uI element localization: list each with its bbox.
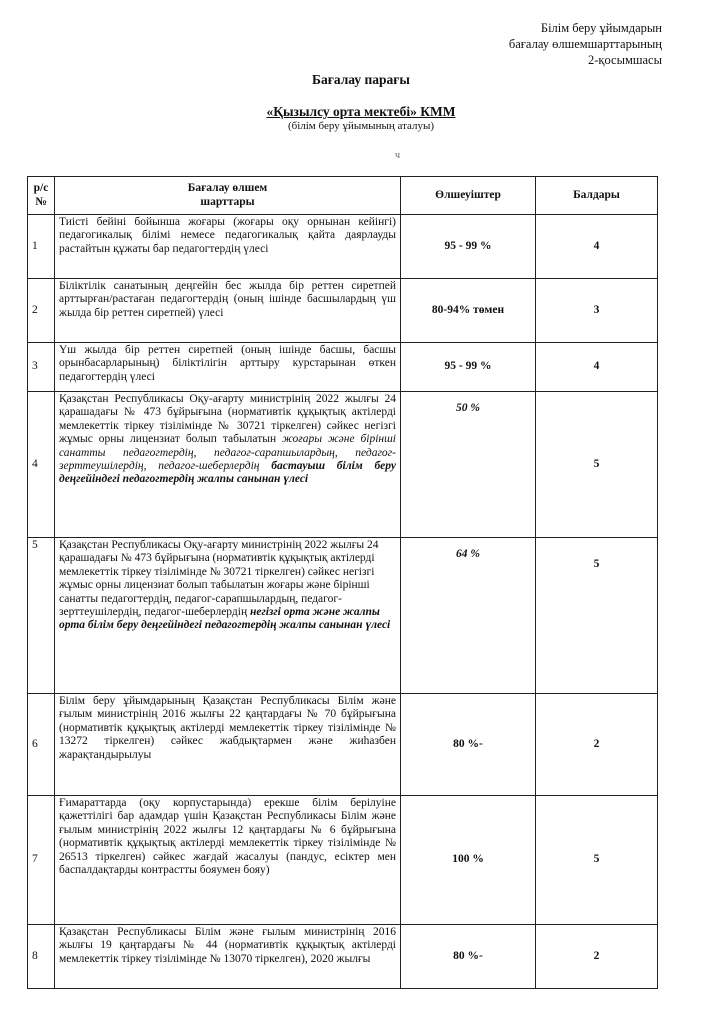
row-number: 8 xyxy=(28,925,55,989)
table-row xyxy=(28,925,658,989)
row-criteria: Біліктілік санатының деңгейін бес жылда бір реттен сиретпей арттырған/растаған педагогтердің (оның ішінде басшылардың үш жылда бір реттен сиретпей) үлесі xyxy=(55,279,401,343)
header-criteria: Бағалау өлшем шарттары xyxy=(55,177,401,215)
row-measure: 64 % xyxy=(401,538,536,694)
row-measure: 80 %- xyxy=(401,694,536,796)
row-number: 2 xyxy=(28,279,55,343)
row-criteria xyxy=(55,392,401,538)
table-row xyxy=(28,796,658,925)
row-score: 2 xyxy=(536,694,658,796)
row-criteria: Қазақстан Республикасы Білім және ғылым министрінің 2016 жылғы 19 қаңтардағы № 44 (нормативтік құқықтық актілерді мемлекеттік тіркеу тізілімінде № 13070 тіркелген), 2020 жылғы xyxy=(55,925,401,989)
row-score: 2 xyxy=(536,925,658,989)
table-row xyxy=(28,392,658,538)
table-row xyxy=(28,279,658,343)
header-number: р/с № xyxy=(28,177,55,215)
row-score: 4 xyxy=(536,343,658,392)
annex-line-2: бағалау өлшемшарттарының xyxy=(508,37,662,51)
row-score: 5 xyxy=(536,538,658,694)
header-measures: Өлшеуіштер xyxy=(401,177,536,215)
table-row xyxy=(28,538,658,694)
annex-line-1: Білім беру ұйымдарын xyxy=(540,21,662,35)
assessment-table xyxy=(27,176,658,989)
criteria-tail: деңгейіндегі педагогтердің жалпы санынан үлесі xyxy=(138,619,391,632)
criteria-plain: Қазақстан Республикасы Оқу-ағарту министрінің 2022 жылғы 24 қарашадағы № 473 бұйрығына (нормативтік құқықтық актілерді мемлекеттік тіркеу тізілімінде № 30721 тіркелген) сәйкес негізгі жұмыс орны лицензиат болып табылатын xyxy=(59,393,396,446)
header-scores: Балдары xyxy=(536,177,658,215)
row-criteria: Білім беру ұйымдарының Қазақстан Республикасы Білім және ғылым министрінің 2016 жылғы 22 қаңтардағы № 70 бұйрығына (нормативтік құқықтық актілерді мемлекеттік тіркеу тізілімінде № 13272 тіркелген) сәйкес жабдықтармен және жиһазбен жарақтандырылуы xyxy=(55,694,401,796)
row-criteria xyxy=(55,538,401,694)
row-number: 7 xyxy=(28,796,55,925)
table-row xyxy=(28,215,658,279)
row-number: 3 xyxy=(28,343,55,392)
criteria-plain: Қазақстан Республикасы Оқу-ағарту министрінің 2022 жылғы 24 қарашадағы № 473 бұйрығына (нормативтік құқықтық актілерді мемлекеттік тіркеу тізілімінде № 30721 тіркелген) сәйкес негізгі жұмыс орны лицензиат болып табылатын жоғары және бірінші санатты педагогтердің, педагог-сарапшылардың, педагог-зерттеушілердің, педагог-шеберлердің xyxy=(59,539,379,619)
row-score: 3 xyxy=(536,279,658,343)
document-title: Бағалау парағы xyxy=(312,72,410,87)
row-number: 5 xyxy=(28,538,55,694)
row-criteria: Ғимараттарда (оқу корпустарында) ерекше білім берілуіне қажеттілігі бар адамдар үшін Қазақстан Республикасы Білім және ғылым министрінің 2022 жылғы 12 қаңтардағы № 6 бұйрығына (нормативтік құқықтық актілерді мемлекеттік тіркеу тізілімінде № 26513 тіркелген) сәйкес жағдай жасалуы (пандус, есіктер мен баспалдақтарды контрастты бояумен бояу) xyxy=(55,796,401,925)
row-measure: 80-94% төмен xyxy=(401,279,536,343)
row-score: 5 xyxy=(536,392,658,538)
row-criteria: Үш жылда бір реттен сиретпей (оның ішінде басшы, басшы орынбасарларының) біліктілігін арттыру курстарынан өткен педагогтердің үлесі xyxy=(55,343,401,392)
scan-mark: ч xyxy=(395,150,401,161)
criteria-italic: жоғары және бірінші санатты педагогтердің, педагог-сарапшылардың, педагог-зерттеушілердің, педагог-шеберлердің xyxy=(59,433,396,473)
criteria-bold-italic: негізгі орта және жалпы орта білім беру xyxy=(59,606,380,632)
criteria-tail: деңгейіндегі педагогтердің жалпы санынан үлесі xyxy=(59,473,309,486)
table-row xyxy=(28,343,658,392)
row-score: 4 xyxy=(536,215,658,279)
row-number: 4 xyxy=(28,392,55,538)
criteria-bold-italic: бастауыш білім беру xyxy=(271,460,396,473)
row-measure: 100 % xyxy=(401,796,536,925)
organization-caption: (білім беру ұйымының аталуы) xyxy=(287,120,435,132)
annex-line-3: 2-қосымшасы xyxy=(587,53,662,67)
table-row xyxy=(28,694,658,796)
row-measure: 95 - 99 % xyxy=(401,343,536,392)
row-number: 1 xyxy=(28,215,55,279)
row-measure: 80 %- xyxy=(401,925,536,989)
table-header-row xyxy=(28,177,658,215)
row-measure: 95 - 99 % xyxy=(401,215,536,279)
row-number: 6 xyxy=(28,694,55,796)
row-score: 5 xyxy=(536,796,658,925)
organization-name: «Қызылсу орта мектебі» КММ xyxy=(266,104,456,119)
row-measure: 50 % xyxy=(401,392,536,538)
annex-note xyxy=(422,20,662,68)
row-criteria: Тиісті бейіні бойынша жоғары (жоғары оқу орнынан кейінгі) педагогикалық білімі немесе педагогикалық қайта даярлауды растайтын құжаты бар педагогтердің үлесі xyxy=(55,215,401,279)
